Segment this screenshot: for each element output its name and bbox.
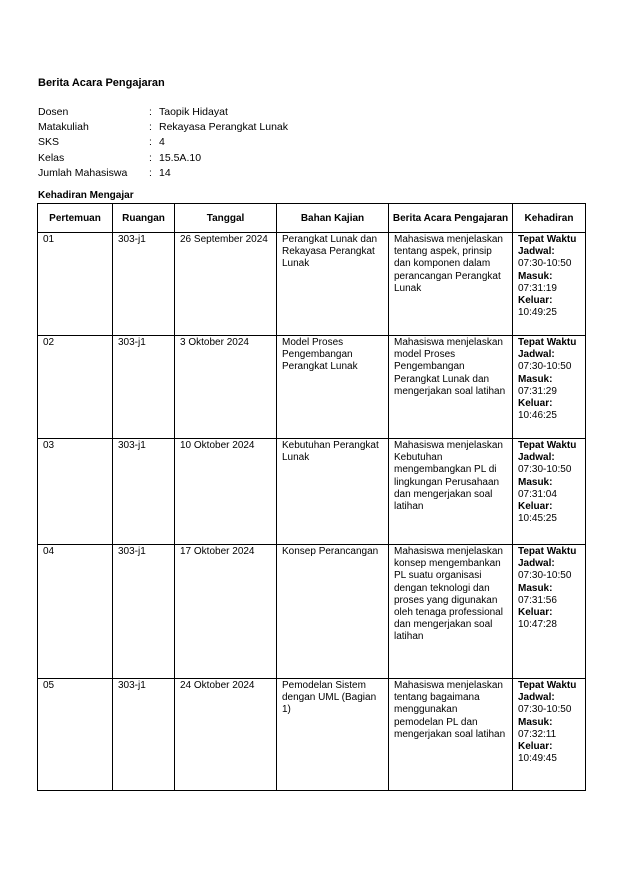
table-row <box>38 545 586 679</box>
cell-ruangan: 303-j1 <box>113 336 175 439</box>
check-in-label: Masuk: <box>518 476 553 488</box>
check-out-label: Keluar: <box>518 741 553 753</box>
attendance-status: Tepat Waktu <box>518 337 577 348</box>
cell-berita-acara: Mahasiswa menjelaskan model Proses Pengembangan Perangkat Lunak dan mengerjakan soal latihan <box>389 336 513 439</box>
table-row <box>38 233 586 336</box>
check-in-value: 07:31:04 <box>518 488 557 500</box>
header-berita-acara: Berita Acara Pengajaran <box>389 204 513 233</box>
header-bahan-kajian: Bahan Kajian <box>277 204 389 233</box>
table-header-row <box>38 204 586 233</box>
schedule-label: Jadwal: <box>518 558 555 570</box>
info-label: Dosen <box>38 106 69 118</box>
cell-kehadiran <box>513 439 586 545</box>
cell-tanggal: 10 Oktober 2024 <box>175 439 277 545</box>
info-label: Jumlah Mahasiswa <box>38 166 128 179</box>
info-value: 15.5A.10 <box>159 151 202 164</box>
check-in-label: Masuk: <box>518 716 553 728</box>
check-out-value: 10:45:25 <box>518 513 557 525</box>
cell-berita-acara: Mahasiswa menjelaskan Kebutuhan mengembangkan PL di lingkungan Perusahaan dan mengerjakan soal latihan <box>389 439 513 545</box>
info-label: Matakuliah <box>38 121 89 134</box>
info-separator: : <box>149 121 152 134</box>
check-in-value: 07:31:19 <box>518 282 557 294</box>
cell-ruangan: 303-j1 <box>113 439 175 545</box>
cell-bahan-kajian: Model Proses Pengembangan Perangkat Lunak <box>277 336 389 439</box>
header-kehadiran: Kehadiran <box>513 204 586 233</box>
cell-pertemuan: 03 <box>38 439 113 545</box>
schedule-label: Jadwal: <box>518 692 555 704</box>
schedule-value: 07:30-10:50 <box>518 258 572 270</box>
cell-pertemuan: 02 <box>38 336 113 439</box>
info-row-matakuliah <box>38 121 288 136</box>
info-row-dosen <box>38 106 288 121</box>
check-out-label: Keluar: <box>518 295 553 307</box>
course-info <box>38 106 288 182</box>
check-in-label: Masuk: <box>518 373 553 385</box>
cell-tanggal: 26 September 2024 <box>175 233 277 336</box>
info-row-jumlah-mahasiswa <box>38 167 288 182</box>
info-value: Taopik Hidayat <box>159 106 228 118</box>
schedule-label: Jadwal: <box>518 452 555 464</box>
info-row-kelas <box>38 152 288 167</box>
attendance-status: Tepat Waktu <box>518 546 577 557</box>
check-in-label: Masuk: <box>518 270 553 282</box>
cell-berita-acara: Mahasiswa menjelaskan tentang bagaimana menggunakan pemodelan PL dan mengerjakan soal latihan <box>389 679 513 791</box>
cell-berita-acara: Mahasiswa menjelaskan konsep mengembankan PL suatu organisasi dengan teknologi dan proses yang digunakan oleh tenaga professional dan mengerjakan soal latihan <box>389 545 513 679</box>
check-in-label: Masuk: <box>518 582 553 594</box>
check-out-value: 10:46:25 <box>518 410 557 422</box>
cell-bahan-kajian: Perangkat Lunak dan Rekayasa Perangkat Lunak <box>277 233 389 336</box>
cell-tanggal: 17 Oktober 2024 <box>175 545 277 679</box>
info-value: 4 <box>159 136 165 149</box>
cell-bahan-kajian: Kebutuhan Perangkat Lunak <box>277 439 389 545</box>
cell-tanggal: 24 Oktober 2024 <box>175 679 277 791</box>
cell-kehadiran <box>513 545 586 679</box>
section-title: Kehadiran Mengajar <box>38 190 134 201</box>
info-value: 14 <box>159 166 171 179</box>
cell-ruangan: 303-j1 <box>113 545 175 679</box>
cell-pertemuan: 01 <box>38 233 113 336</box>
table-row <box>38 679 586 791</box>
header-pertemuan: Pertemuan <box>38 204 113 233</box>
schedule-value: 07:30-10:50 <box>518 704 572 716</box>
cell-kehadiran <box>513 233 586 336</box>
cell-bahan-kajian: Pemodelan Sistem dengan UML (Bagian 1) <box>277 679 389 791</box>
cell-pertemuan: 04 <box>38 545 113 679</box>
info-separator: : <box>149 136 152 149</box>
check-out-value: 10:47:28 <box>518 619 557 631</box>
schedule-value: 07:30-10:50 <box>518 361 572 373</box>
attendance-status: Tepat Waktu <box>518 234 577 245</box>
check-in-value: 07:31:29 <box>518 385 557 397</box>
check-out-label: Keluar: <box>518 501 553 513</box>
check-out-value: 10:49:45 <box>518 753 557 765</box>
attendance-table <box>37 203 586 791</box>
header-tanggal: Tanggal <box>175 204 277 233</box>
table-row <box>38 439 586 545</box>
schedule-value: 07:30-10:50 <box>518 570 572 582</box>
cell-berita-acara: Mahasiswa menjelaskan tentang aspek, prinsip dan komponen dalam perancangan Perangkat Lunak <box>389 233 513 336</box>
cell-ruangan: 303-j1 <box>113 233 175 336</box>
header-ruangan: Ruangan <box>113 204 175 233</box>
schedule-value: 07:30-10:50 <box>518 464 572 476</box>
cell-kehadiran <box>513 336 586 439</box>
check-out-value: 10:49:25 <box>518 307 557 319</box>
cell-ruangan: 303-j1 <box>113 679 175 791</box>
info-row-sks <box>38 136 288 151</box>
cell-bahan-kajian: Konsep Perancangan <box>277 545 389 679</box>
cell-pertemuan: 05 <box>38 679 113 791</box>
info-label: Kelas <box>38 151 65 164</box>
cell-tanggal: 3 Oktober 2024 <box>175 336 277 439</box>
table-row <box>38 336 586 439</box>
attendance-status: Tepat Waktu <box>518 680 577 691</box>
document-title: Berita Acara Pengajaran <box>38 77 165 89</box>
info-separator: : <box>149 106 152 118</box>
info-separator: : <box>149 151 152 164</box>
info-value: Rekayasa Perangkat Lunak <box>159 121 288 134</box>
info-separator: : <box>149 166 152 179</box>
check-out-label: Keluar: <box>518 398 553 410</box>
cell-kehadiran <box>513 679 586 791</box>
schedule-label: Jadwal: <box>518 246 555 258</box>
check-in-value: 07:32:11 <box>518 728 557 740</box>
check-in-value: 07:31:56 <box>518 594 557 606</box>
info-label: SKS <box>38 136 60 149</box>
schedule-label: Jadwal: <box>518 349 555 361</box>
attendance-status: Tepat Waktu <box>518 440 577 451</box>
check-out-label: Keluar: <box>518 607 553 619</box>
